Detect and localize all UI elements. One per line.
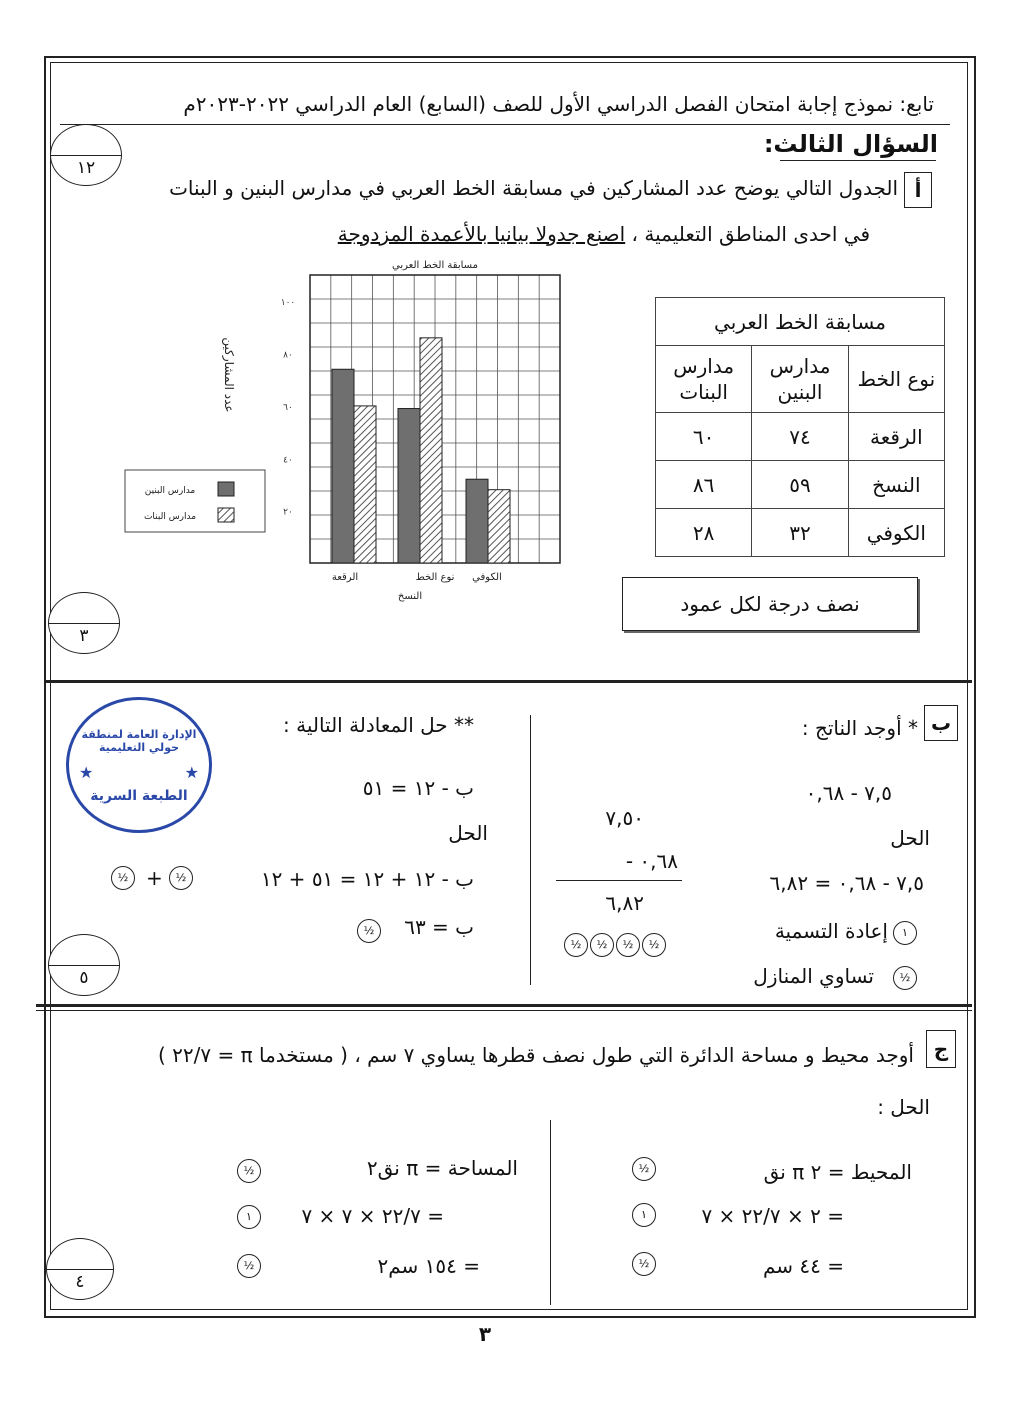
total-mark-circle bbox=[50, 124, 122, 186]
part-b-right-expr: ٧,٥ - ٠,٦٨ bbox=[805, 781, 892, 805]
page-frame-inner bbox=[50, 62, 968, 1310]
part-a-instruction: اصنع جدولا بيانيا بالأعمدة المزدوجة bbox=[337, 222, 626, 246]
part-b-right-sol: الحل bbox=[890, 826, 930, 850]
circumference-line2: = ٢ × ٢٢/٧ × ٧ bbox=[701, 1204, 844, 1228]
table-cell: النسخ bbox=[848, 461, 944, 509]
half-mark: ½ bbox=[893, 966, 917, 990]
half-mark: ½ bbox=[169, 866, 193, 890]
legend-swatch-boys bbox=[218, 482, 234, 496]
part-b-left-step2: ب = ٦٣ bbox=[404, 915, 474, 939]
one-mark: ١ bbox=[237, 1205, 261, 1229]
star-icon: ★ bbox=[184, 763, 199, 782]
half-mark: ½ bbox=[642, 933, 666, 957]
section-divider bbox=[36, 1004, 972, 1007]
half-mark: ½ bbox=[590, 933, 614, 957]
note-equal-places: تساوي المنازل bbox=[753, 964, 874, 988]
chart-title: مسابقة الخط العربي bbox=[392, 260, 478, 271]
section-divider bbox=[44, 680, 972, 683]
half-mark: ½ bbox=[632, 1157, 656, 1181]
total-mark: ١٢ bbox=[76, 158, 96, 178]
half-mark: ½ bbox=[616, 933, 640, 957]
part-b-left-step1: ب - ١٢ + ١٢ = ٥١ + ١٢ bbox=[260, 867, 474, 891]
table-cell: الرقعة bbox=[848, 413, 944, 461]
part-b-left-sol: الحل bbox=[448, 821, 488, 845]
y-tick-label: ١٠٠ bbox=[280, 298, 296, 309]
half-mark: ½ bbox=[111, 866, 135, 890]
legend-swatch-girls bbox=[218, 508, 234, 522]
bar-girls bbox=[420, 338, 442, 563]
part-c-mark-circle bbox=[46, 1238, 114, 1300]
col-top: ٧,٥٠ bbox=[605, 806, 644, 830]
header-girls: مدارس البنات bbox=[656, 346, 752, 413]
bar-boys bbox=[466, 479, 488, 563]
question-heading: السؤال الثالث: bbox=[763, 130, 938, 158]
table-cell: ٨٦ bbox=[656, 461, 752, 509]
part-b-divider bbox=[530, 715, 531, 985]
half-mark: ½ bbox=[564, 933, 588, 957]
school-stamp bbox=[66, 697, 212, 833]
half-mark: ½ bbox=[237, 1159, 261, 1183]
part-b-mark-circle bbox=[48, 934, 120, 996]
part-a-label: أ bbox=[904, 172, 932, 208]
col-result: ٦,٨٢ bbox=[605, 891, 644, 915]
legend-label-girls: مدارس البنات bbox=[143, 512, 197, 522]
part-c-label: ج bbox=[926, 1030, 956, 1068]
x-axis-label: نوع الخط bbox=[415, 572, 455, 583]
heading-underline bbox=[780, 160, 936, 161]
part-c-question: أوجد محيط و مساحة الدائرة التي طول نصف قطرها يساوي ٧ سم ، ( مستخدما π = ٢٢/٧ ) bbox=[157, 1043, 914, 1067]
bar-boys bbox=[398, 409, 420, 563]
half-mark: ½ bbox=[632, 1252, 656, 1276]
one-mark: ١ bbox=[893, 921, 917, 945]
y-tick-label: ٨٠ bbox=[283, 350, 293, 361]
header-type: نوع الخط bbox=[848, 346, 944, 413]
half-mark: ½ bbox=[357, 919, 381, 943]
legend-box bbox=[125, 470, 265, 532]
stamp-top-text: الإدارة العامة لمنطقة حولي التعليمية bbox=[81, 728, 197, 754]
half-mark: ½ bbox=[237, 1254, 261, 1278]
note-rename: إعادة التسمية bbox=[774, 919, 888, 943]
bar-boys bbox=[332, 369, 354, 563]
part-b-right-title: * أوجد الناتج : bbox=[801, 716, 918, 740]
part-a-line1: الجدول التالي يوضح عدد المشاركين في مسابقة الخط العربي في مدارس البنين و البنات bbox=[169, 176, 898, 200]
title-underline bbox=[60, 124, 950, 125]
x-tick-label: الكوفي bbox=[472, 572, 502, 583]
circumference-line3: = ٤٤ سم bbox=[762, 1254, 844, 1278]
data-table bbox=[655, 297, 945, 557]
part-a-line2-prefix: في احدى المناطق التعليمية ، bbox=[625, 222, 870, 246]
one-mark: ١ bbox=[632, 1203, 656, 1227]
bar-chart bbox=[143, 255, 600, 630]
col-marks bbox=[562, 933, 666, 957]
table-title: مسابقة الخط العربي bbox=[656, 298, 945, 346]
y-axis-label: عدد المشاركين bbox=[222, 337, 236, 413]
part-b-left-eq: ب - ١٢ = ٥١ bbox=[362, 776, 474, 800]
part-b-right-step: ٧,٥ - ٠,٦٨ = ٦,٨٢ bbox=[769, 871, 924, 895]
part-c-mark: ٤ bbox=[75, 1272, 85, 1292]
plus-sign: + bbox=[146, 866, 163, 890]
y-tick-label: ٤٠ bbox=[283, 455, 293, 466]
bar-girls bbox=[488, 490, 510, 563]
y-tick-label: ٢٠ bbox=[283, 507, 293, 518]
x-tick-label: النسخ bbox=[397, 591, 423, 602]
table-cell: ٥٩ bbox=[752, 461, 848, 509]
score-note: نصف درجة لكل عمود bbox=[622, 577, 918, 631]
col-sub: ٠,٦٨ - bbox=[625, 849, 678, 873]
part-a-line2 bbox=[338, 222, 870, 246]
area-line1: المساحة = π نق٢ bbox=[366, 1156, 518, 1180]
part-c-sol: الحل : bbox=[877, 1095, 930, 1119]
table-row bbox=[656, 413, 945, 461]
page-number: ٣ bbox=[478, 1322, 492, 1346]
area-line3: = ١٥٤ سم٢ bbox=[377, 1254, 480, 1278]
table-cell: ٣٢ bbox=[752, 509, 848, 557]
table-row bbox=[656, 509, 945, 557]
area-line2: = ٢٢/٧ × ٧ × ٧ bbox=[301, 1204, 444, 1228]
part-b-label: ب bbox=[924, 705, 958, 741]
page-title: تابع: نموذج إجابة امتحان الفصل الدراسي الأول للصف (السابع) العام الدراسي ٢٠٢٢-٢٠٢٣م bbox=[183, 92, 934, 116]
table-cell: الكوفي bbox=[848, 509, 944, 557]
part-b-left-title: ** حل المعادلة التالية : bbox=[283, 713, 474, 737]
table-row bbox=[656, 461, 945, 509]
stamp-bottom-text: الطبعة السرية bbox=[90, 788, 188, 804]
part-c-divider bbox=[550, 1120, 551, 1305]
part-a-mark: ٣ bbox=[79, 626, 89, 646]
table-cell: ٢٨ bbox=[656, 509, 752, 557]
col-line bbox=[556, 880, 682, 881]
part-a-mark-circle bbox=[48, 592, 120, 654]
bar-girls bbox=[354, 406, 376, 563]
table-cell: ٧٤ bbox=[752, 413, 848, 461]
x-tick-label: الرقعة bbox=[331, 572, 359, 583]
y-tick-label: ٦٠ bbox=[283, 402, 293, 413]
part-b-mark: ٥ bbox=[79, 968, 89, 988]
star-icon: ★ bbox=[79, 763, 94, 782]
circumference-line1: المحيط = ٢ π نق bbox=[763, 1160, 912, 1184]
section-divider bbox=[36, 1010, 972, 1011]
table-cell: ٦٠ bbox=[656, 413, 752, 461]
header-boys: مدارس البنين bbox=[752, 346, 848, 413]
legend-label-boys: مدارس البنين bbox=[144, 486, 196, 496]
